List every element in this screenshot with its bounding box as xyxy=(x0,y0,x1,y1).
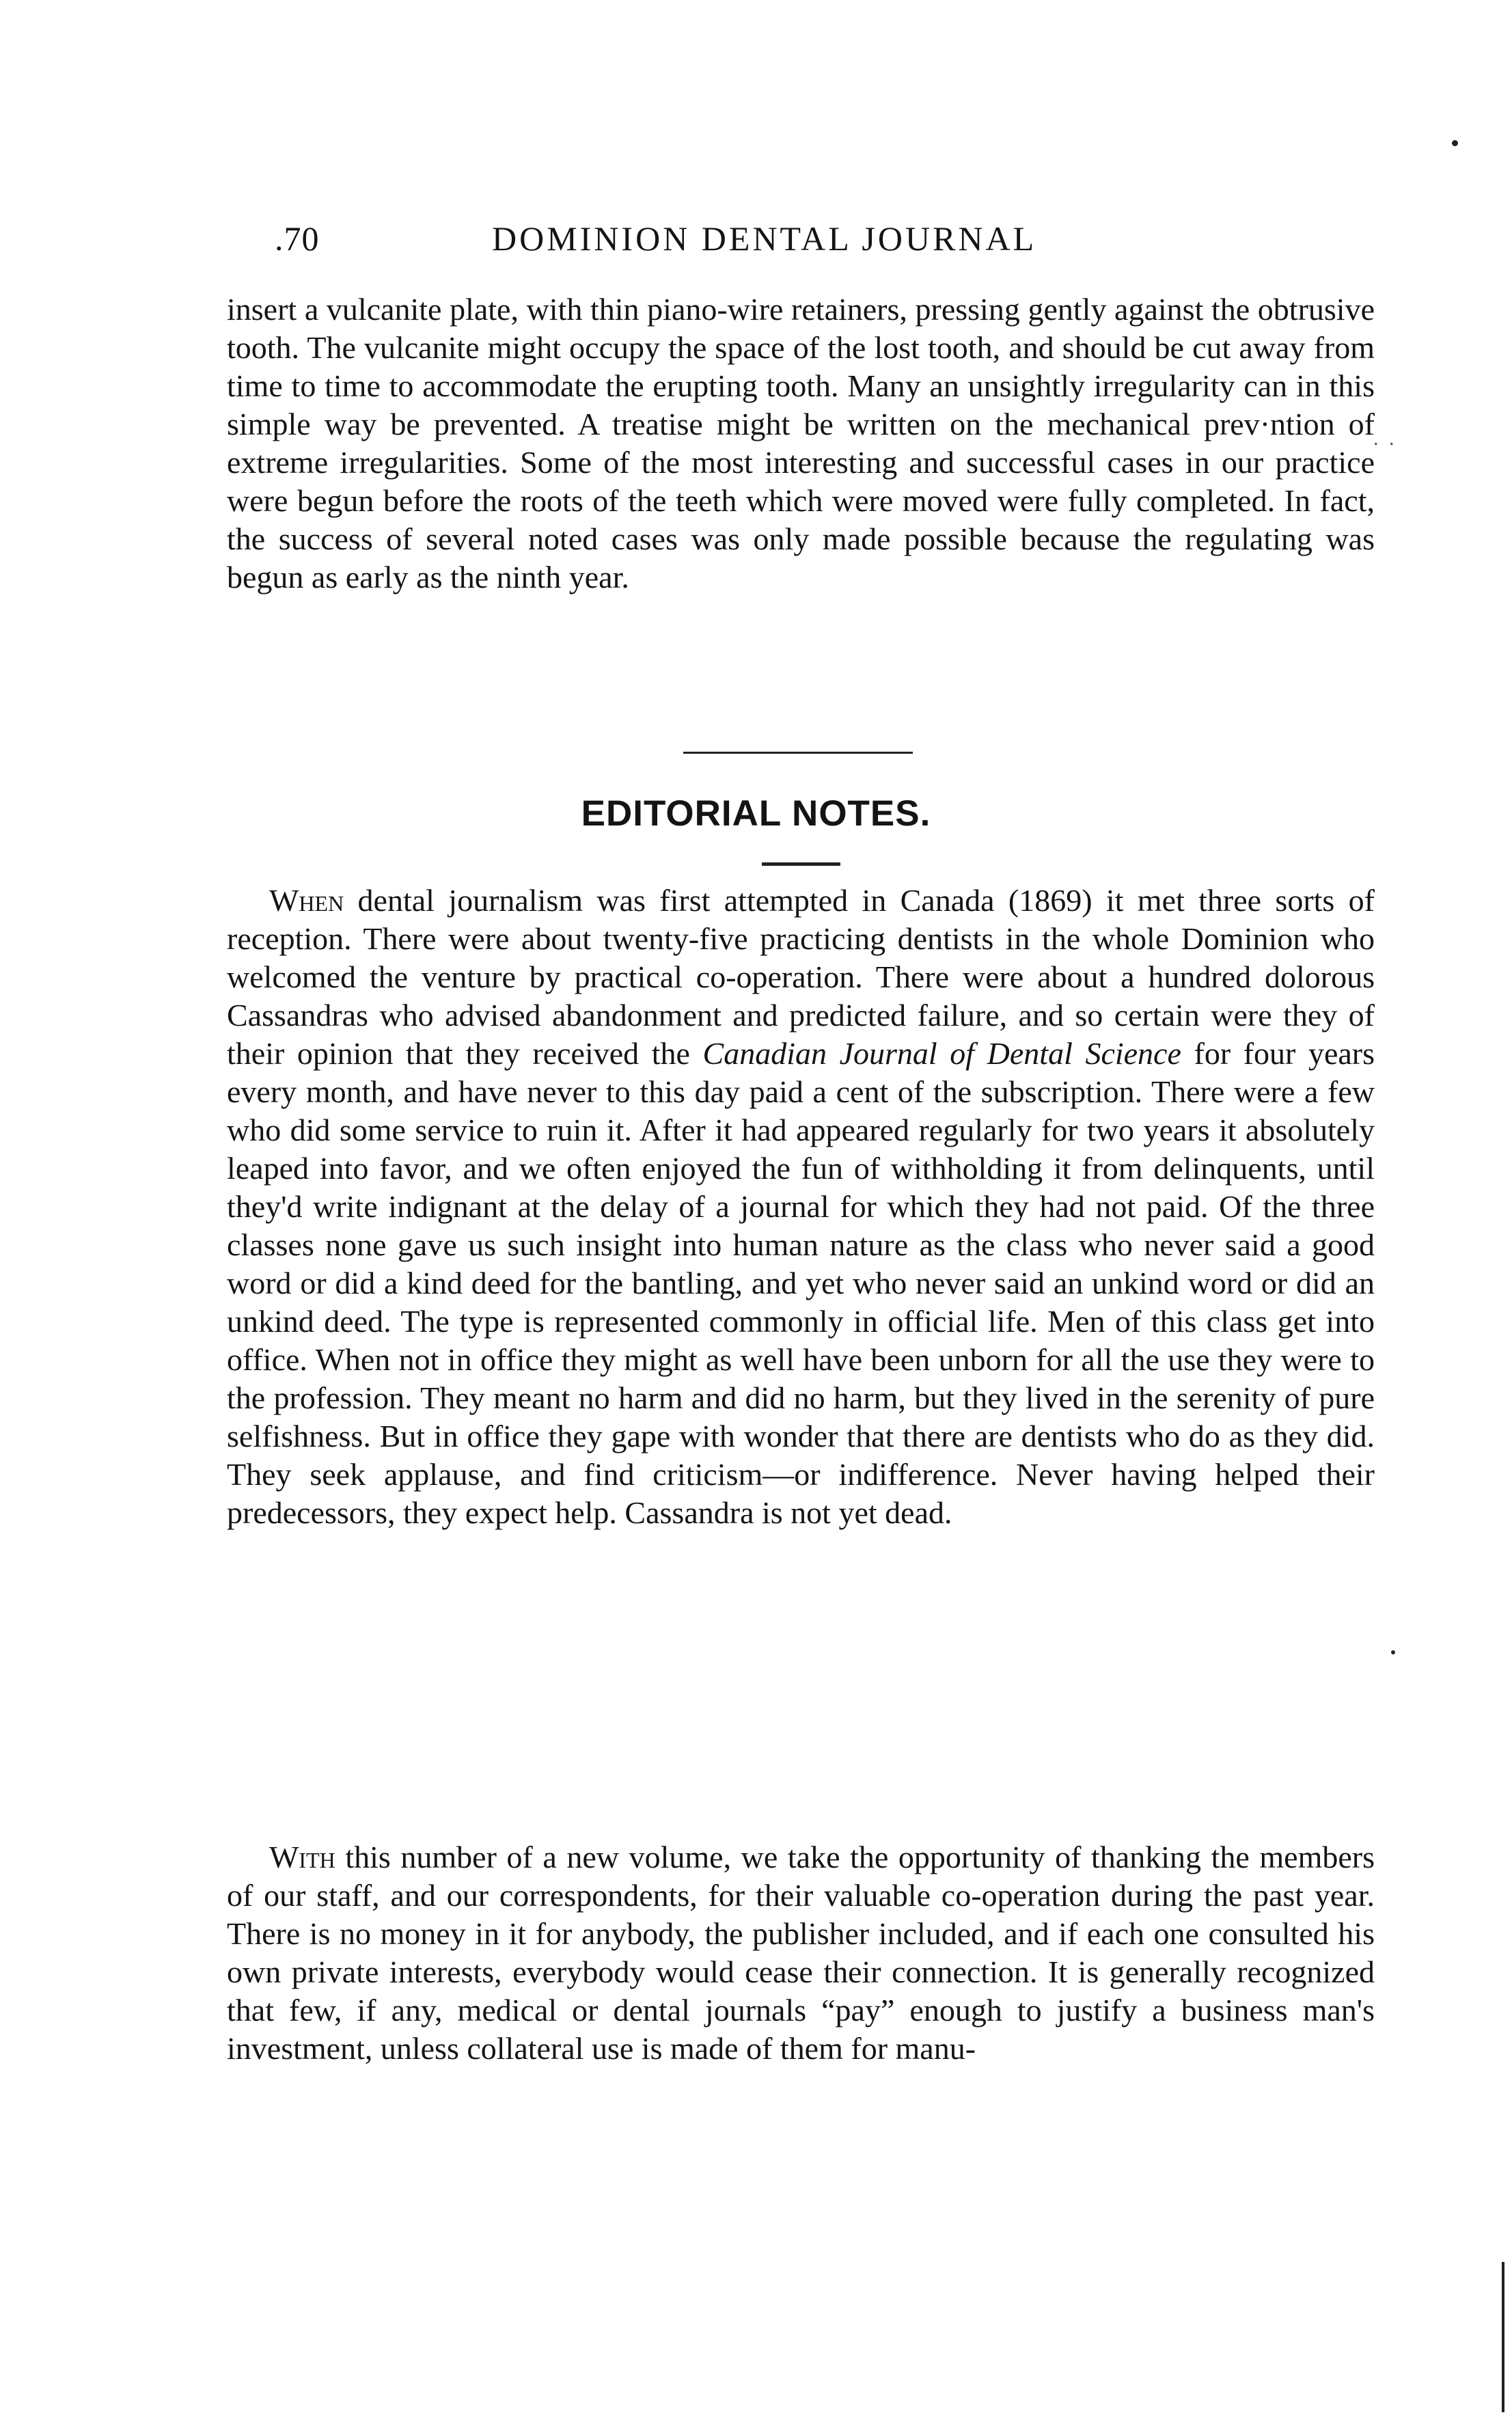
editorial-paragraph-2 xyxy=(227,1838,1375,2068)
margin-dot xyxy=(1391,1650,1395,1654)
paragraph-text: dental journalism was first attempted in Canada (1869) it met three sorts of reception. There were about twenty-five practicing dentists in the whole Dominion who welcomed the venture by practical co-operation. There were about a hundred dolorous Cassandras who advised abandonment and predicted failure, and so certain were they of their opinion that they received the xyxy=(227,883,1375,1071)
page-edge-line xyxy=(1502,2262,1504,2412)
paragraph-text: this number of a new volume, we take the opportunity of thanking the members of our staff, and our correspondents, for their valuable co-operation during the past year. There is no money in it for anybody, the publisher included, and if each one consulted his own private interests, everybody would cease their connection. It is generally recognized that few, if any, medical or dental journals “pay” enough to justify a business man's investment, unless collateral use is made of them for manu- xyxy=(227,1840,1375,2066)
paragraph-lead: With xyxy=(269,1840,335,1874)
heading-rule xyxy=(762,862,840,866)
margin-dots: . . xyxy=(1373,427,1397,450)
page-number: .70 xyxy=(275,219,320,258)
margin-dot xyxy=(1452,140,1458,146)
section-divider xyxy=(683,752,913,754)
section-heading: EDITORIAL NOTES. xyxy=(581,793,931,834)
journal-title: Canadian Journal of Dental Science xyxy=(702,1036,1181,1071)
editorial-paragraph-1 xyxy=(227,882,1375,1532)
running-title: DOMINION DENTAL JOURNAL xyxy=(492,219,1037,258)
paragraph-lead: When xyxy=(269,883,344,918)
paragraph-text: for four years every month, and have never to this day paid a cent of the subscription. There were a few who did some service to ruin it. After it had appeared regularly for two years it absolutely leaped into favor, and we often enjoyed the fun of withholding it from delinquents, until they'd write indignant at the delay of a journal for which they had not paid. Of the three classes none gave us such insight into human nature as the class who never said a good word or did a kind deed for the bantling, and yet who never said an unkind word or did an unkind deed. The type is represented commonly in official life. Men of this class get into office. When not in office they might as well have been unborn for all the use they were to the profession. They meant no harm and did no harm, but they lived in the serenity of pure selfishness. But in office they gape with wonder that there are dentists who do as they did. They seek applause, and find criticism—or indifference. Never having helped their predecessors, they expect help. Cassandra is not yet dead. xyxy=(227,1036,1375,1530)
continued-paragraph: insert a vulcanite plate, with thin piano-wire retainers, pressing gently against the obtrusive tooth. The vulcanite might occupy the space of the lost tooth, and should be cut away from time to time to accommodate the erupting tooth. Many an unsightly irregularity can in this simple way be prevented. A treatise might be written on the mechanical prev·ntion of extreme irregularities. Some of the most interesting and successful cases in our practice were begun before the roots of the teeth which were moved were fully completed. In fact, the success of several noted cases was only made possible because the regulating was begun as early as the ninth year. xyxy=(227,292,1375,595)
